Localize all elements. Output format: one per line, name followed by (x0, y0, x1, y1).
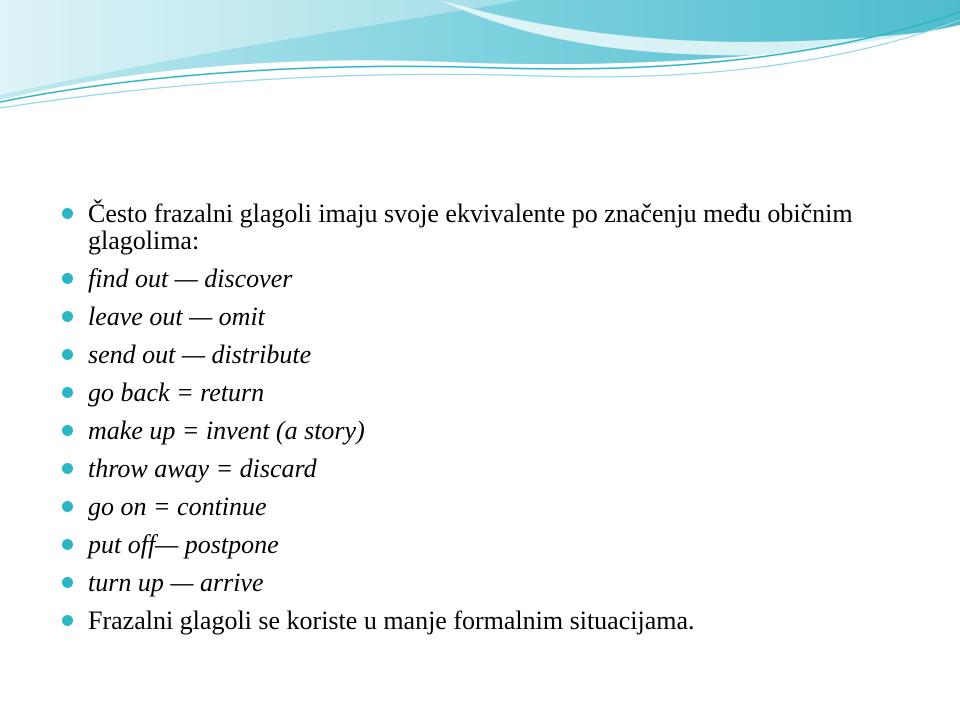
bullet-text: go back = return (88, 378, 265, 407)
bullet-text: go on = continue (88, 492, 267, 521)
bullet-text: throw away = discard (88, 454, 317, 483)
bullet-list (62, 200, 892, 634)
bullet-item (62, 531, 892, 558)
bullet-text: turn up — arrive (88, 568, 264, 597)
bullet-dot-icon (62, 577, 73, 588)
bullet-dot-icon (62, 425, 73, 436)
bullet-dot-icon (62, 539, 73, 550)
bullet-item (62, 493, 892, 520)
bullet-text: leave out — omit (88, 302, 265, 331)
bullet-item (62, 265, 892, 292)
bullet-dot-icon (62, 615, 73, 626)
bullet-item (62, 303, 892, 330)
bullet-dot-icon (62, 208, 73, 219)
bullet-item (62, 607, 892, 634)
bullet-item (62, 455, 892, 482)
bullet-text: send out — distribute (88, 340, 312, 369)
bullet-dot-icon (62, 463, 73, 474)
bullet-item (62, 569, 892, 596)
bullet-dot-icon (62, 311, 73, 322)
bullet-item (62, 341, 892, 368)
bullet-text: put off— postpone (88, 530, 279, 559)
bullet-text: find out — discover (88, 264, 293, 293)
bullet-text: Frazalni glagoli se koriste u manje formalnim situacijama. (88, 606, 695, 635)
bullet-dot-icon (62, 501, 73, 512)
bullet-dot-icon (62, 349, 73, 360)
bullet-dot-icon (62, 273, 73, 284)
bullet-dot-icon (62, 387, 73, 398)
slide-content (62, 200, 892, 645)
bullet-item (62, 417, 892, 444)
bullet-item (62, 379, 892, 406)
header-wave-decoration (0, 0, 960, 120)
bullet-item (62, 200, 892, 254)
bullet-text: Često frazalni glagoli imaju svoje ekvivalente po značenju među običnim glagolima: (88, 199, 853, 255)
bullet-text: make up = invent (a story) (88, 416, 365, 445)
